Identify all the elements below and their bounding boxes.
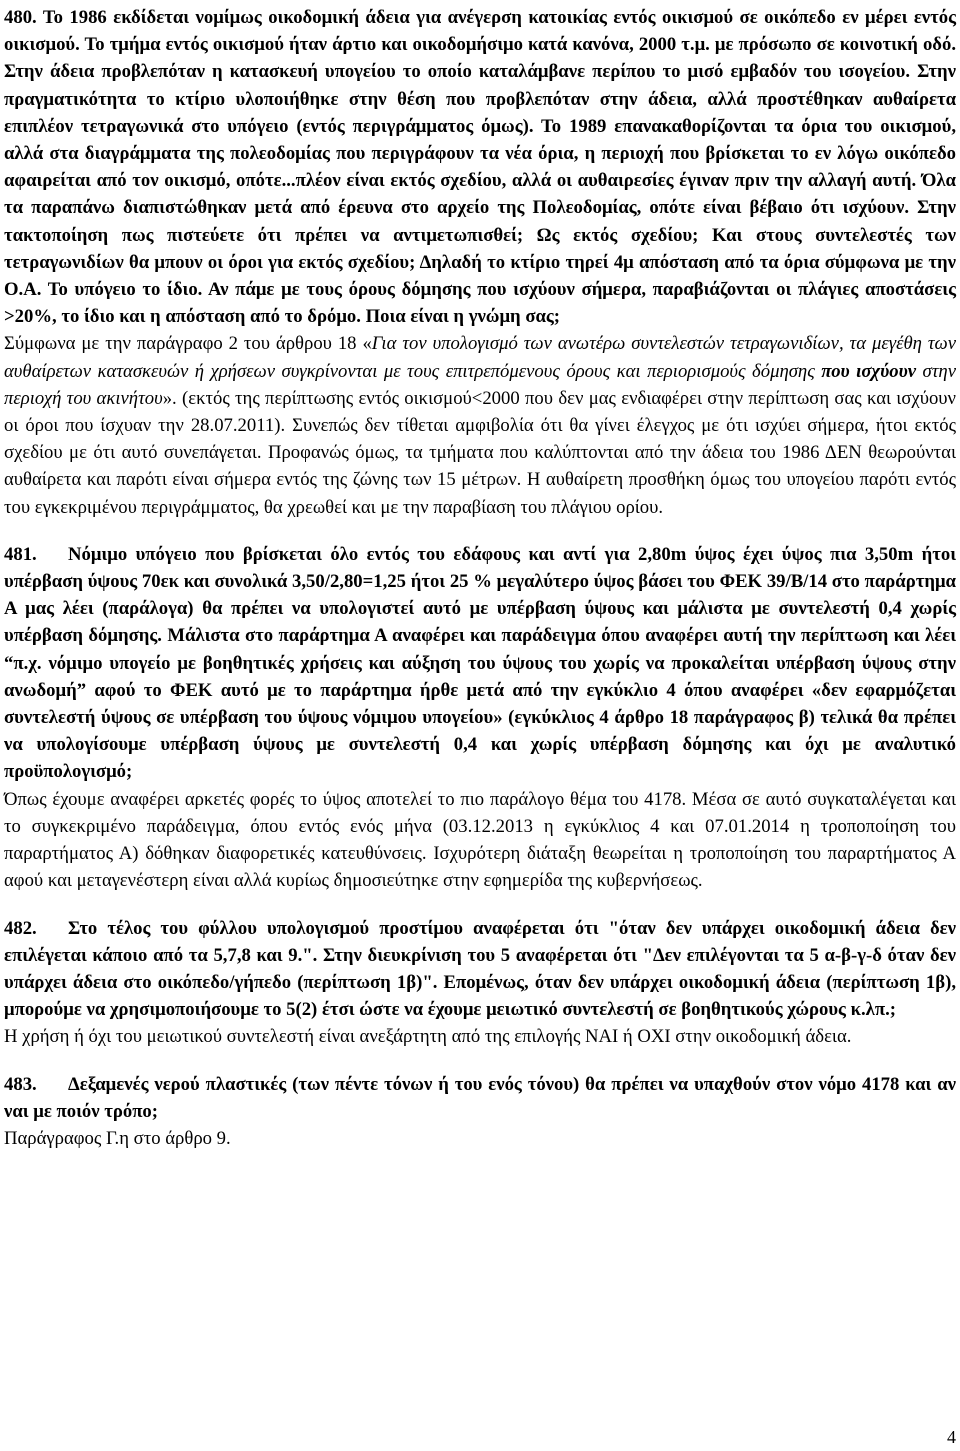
answer-quote-end: στην περιοχή του ακινήτου [4,360,956,409]
answer-text: Παράγραφος Γ.η στο άρθρο 9. [4,1127,231,1149]
question-number: 481. [4,543,37,565]
answer-480 [4,330,956,520]
question-482 [4,915,956,1024]
question-text: Δεξαμενές νερού πλαστικές (των πέντε τόνων ή του ενός τόνου) θα πρέπει να υπαχθούν στον νόμο 4178 και αν ναι με ποιόν τρόπο; [4,1073,956,1122]
spacer [4,1051,956,1071]
spacer [4,895,956,915]
answer-text: Η χρήση ή όχι του μειωτικού συντελεστή είναι ανεξάρτητη από της επιλογής ΝΑΙ ή ΟΧΙ στην οικοδομική άδεια. [4,1026,852,1048]
answer-quote: Για τον υπολογισμό των ανωτέρω συντελεστών τετραγωνιδίων, τα μεγέθη των αυθαίρετων κατασκευών ή χρήσεων συγκρίνονται με τους επιτρεπόμενους όρους και περιορισμούς δόμησης [4,333,956,382]
answer-482 [4,1023,956,1050]
page-number: 4 [947,1427,956,1447]
answer-481 [4,786,956,895]
question-number: 483. [4,1073,37,1095]
question-481 [4,541,956,786]
answer-quote-emphasis: που ισχύουν [821,360,917,382]
answer-text: Σύμφωνα με την παράγραφο 2 του άρθρου 18 « [4,333,372,355]
document-page [4,4,956,1152]
question-483 [4,1071,956,1125]
question-number: 482. [4,917,37,939]
question-text: Το 1986 εκδίδεται νομίμως οικοδομική άδεια για ανέγερση κατοικίας εντός οικισμού σε οικόπεδο εν μέρει εντός οικισμού. Το τμήμα εντός οικισμού ήταν άρτιο και οικοδομήσιμο κατά κανόνα, 2000 τ.μ. με πρόσωπο σε κοινοτική οδό. Στην άδεια προβλεπόταν η κατασκευή υπογείου το οποίο καταλάμβανε περίπου το μισό εμβαδόν του ισογείου. Στην πραγματικότητα το κτίριο υλοποιήθηκε στην θέση που προβλεπόταν στην άδεια, αλλά προστέθηκαν αυθαίρετα επιπλέον τετραγωνικά στο υπόγειο (εντός περιγράμματος όμως). Το 1989 επανακαθορίζονται τα όρια του οικισμού, αλλά στα διαγράμματα της πολεοδομίας που περιγράφουν τα νέα όρια, η περιοχή που βρίσκεται το εν λόγω οικόπεδο αφαιρείται από τον οικισμό, οπότε...πλέον είναι εκτός σχεδίου, αλλά οι αυθαιρεσίες έγιναν πριν την αλλαγή αυτή. Όλα τα παραπάνω διαπιστώθηκαν μετά από έρευνα στο αρχείο της Πολεοδομίας, οπότε είναι βέβαιο ότι ισχύουν. Στην τακτοποίηση πως πιστεύετε ότι πρέπει να αντιμετωπισθεί; Ως εκτός σχεδίου; Και στους συντελεστές των τετραγωνιδίων θα μπουν οι όροι για εκτός σχεδίου; Δηλαδή το κτίριο τηρεί 4μ απόσταση από τα όρια σύμφωνα με την Ο.Α. Το υπόγειο το ίδιο. Αν πάμε με τους όρους δόμησης που ισχύουν σήμερα, παραβιάζονται οι πλάγιες αποστάσεις >20%, το ίδιο και η απόσταση από το δρόμο. Ποια είναι η γνώμη σας; [4,7,956,328]
question-text: Νόμιμο υπόγειο που βρίσκεται όλο εντός του εδάφους και αντί για 2,80m ύψος έχει ύψος πια 3,50m ήτοι υπέρβαση ύψους 70εκ και συνολικά 3,50/2,80=1,25 ήτοι 25 % μεγαλύτερο ύψος βάσει του ΦΕΚ 39/Β/14 στο παράρτημα Α μας λέει (παράλογα) θα πρέπει να υπολογιστεί αυτό με υπέρβαση ύψους και μάλιστα με συντελεστή 0,4 χωρίς υπέρβαση δόμησης. Μάλιστα στο παράρτημα Α αναφέρει και παράδειγμα όπου αναφέρει αυτή την περίπτωση και λέει “π.χ. νόμιμο υπογείο με βοηθητικές χρήσεις και αύξηση του ύψους του χωρίς να προκαλείται υπέρβαση ύψους στην ανωδομή” αφού το ΦΕΚ αυτό με το παράρτημα ήρθε μετά από την εγκύκλιο 4 όπου αναφέρει «δεν εφαρμόζεται συντελεστή ύψους σε υπέρβαση του ύψους νόμιμου υπογείου» (εγκύκλιος 4 άρθρο 18 παράγραφος β) τελικά θα πρέπει να υπολογίσουμε υπέρβαση ύψους με συντελεστή 0,4 και χωρίς υπέρβαση δόμησης και όχι με αναλυτικό προϋπολογισμό; [4,543,956,783]
spacer [4,521,956,541]
answer-text: Όπως έχουμε αναφέρει αρκετές φορές το ύψος αποτελεί το πιο παράλογο θέμα του 4178. Μέσα σε αυτό συγκαταλέγεται και το συγκεκριμένο παράδειγμα, όπου εντός ενός μήνα (03.12.2013 η εγκύκλιος 4 και 07.01.2014 η τροποποίηση του παραρτήματος Α) δόθηκαν διαφορετικές κατευθύνσεις. Ισχυρότερη διάταξη θεωρείται η τροποποίηση του παραρτήματος Α αφού και μεταγενέστερη είναι αλλά κυρίως δημοσιεύτηκε στην εφημερίδα της κυβερνήσεως. [4,788,956,892]
question-480 [4,4,956,330]
question-text: Στο τέλος του φύλλου υπολογισμού προστίμου αναφέρεται ότι "όταν δεν υπάρχει οικοδομική άδεια δεν επιλέγεται κάποιο από τα 5,7,8 και 9.". Στην διευκρίνιση του 5 αναφέρεται ότι "Δεν επιλέγονται τα 5 α-β-γ-δ όταν δεν υπάρχει άδεια στο οικόπεδο/γήπεδο (περίπτωση 1β)". Επομένως, όταν δεν υπάρχει οικοδομική άδεια (περίπτωση 1β), μπορούμε να χρησιμοποιήσουμε το 5(2) έτσι ώστε να έχουμε μειωτικό συντελεστή σε βοηθητικούς χώρους κ.λπ.; [4,917,956,1021]
answer-text-continued: ». (εκτός της περίπτωσης εντός οικισμού<2000 που δεν μας ενδιαφέρει στην περίπτωση σας και ισχύουν οι όροι που ίσχυαν την 28.07.2011). Συνεπώς δεν τίθεται αμφιβολία ότι θα γίνει έλεγχος με ότι ισχύει σήμερα, ήτοι εκτός σχεδίου με ότι αυτό συνεπάγεται. Προφανώς όμως, τα τμήματα που καλύπτονται από την άδεια του 1986 ΔΕΝ θεωρούνται αυθαίρετα και παρότι είναι σήμερα εντός της ζώνης των 15 μέτρων. Η αυθαίρετη προσθήκη όμως του υπογείου παρότι εντός του εγκεκριμένου περιγράμματος, θα χρεωθεί και με την παραβίαση του πλάγιου ορίου. [4,387,956,518]
answer-483 [4,1125,956,1152]
question-number: 480. [4,7,37,28]
